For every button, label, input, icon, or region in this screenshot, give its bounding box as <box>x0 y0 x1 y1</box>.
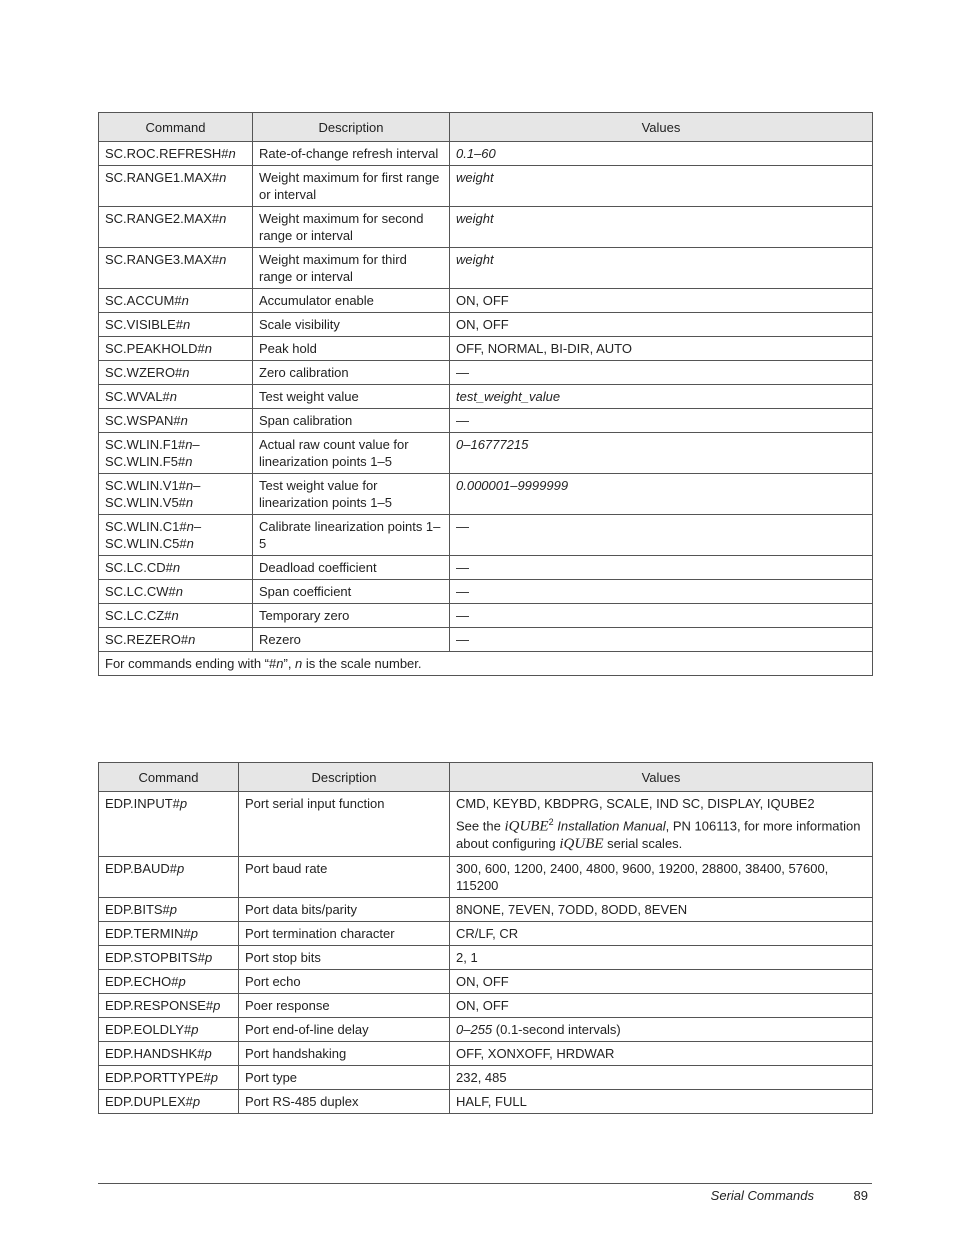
edp-commands-table <box>98 762 873 1114</box>
table-row <box>99 166 873 207</box>
command-cell <box>99 898 239 922</box>
iqube-brand: iQUBE <box>559 836 604 853</box>
page-number: 89 <box>853 1188 868 1203</box>
command-text: SC.PEAKHOLD# <box>105 341 205 356</box>
table-row <box>99 433 873 474</box>
command-text: SC.LC.CD# <box>105 560 173 575</box>
footer-rule <box>98 1183 872 1184</box>
description-cell: Port baud rate <box>239 857 450 898</box>
param-n: n <box>219 252 227 267</box>
param-p: p <box>190 926 198 942</box>
command-text: SC.VISIBLE# <box>105 317 184 332</box>
command-text: SC.LC.CW# <box>105 584 176 599</box>
param-n: n <box>181 293 189 308</box>
table-row <box>99 1090 873 1114</box>
table-row <box>99 515 873 556</box>
description-cell: Deadload coefficient <box>253 556 450 580</box>
note-text: See the <box>456 818 505 834</box>
values-cell: weight <box>450 248 873 289</box>
description-cell: Weight maximum for third range or interval <box>253 248 450 289</box>
values-cell: 8NONE, 7EVEN, 7ODD, 8ODD, 8EVEN <box>450 898 873 922</box>
param-n: n <box>188 632 196 647</box>
command-text: SC.REZERO# <box>105 632 189 647</box>
command-cell <box>99 361 253 385</box>
command-cell <box>99 857 239 898</box>
values-cell: weight <box>450 207 873 248</box>
param-n: n <box>169 389 178 404</box>
param-n: n <box>219 211 227 226</box>
command-text: SC.LC.CZ# <box>105 608 172 623</box>
values-text: CMD, KEYBD, KBDPRG, SCALE, IND SC, DISPLAY, IQUBE2 <box>456 796 815 811</box>
iqube-brand: iQUBE <box>504 818 549 835</box>
command-cell <box>99 994 239 1018</box>
manual-title: Installation Manual <box>553 818 666 834</box>
param-n: n <box>185 495 194 510</box>
command-cell <box>99 409 253 433</box>
table-row <box>99 994 873 1018</box>
table-note-row <box>99 652 873 676</box>
command-text: EDP.EOLDLY# <box>105 1022 192 1038</box>
command-text: SC.WLIN.V1# <box>105 478 186 493</box>
command-text: EDP.ECHO# <box>105 974 179 990</box>
range-dash: – <box>193 478 201 493</box>
command-cell <box>99 970 239 994</box>
table-header-row <box>99 763 873 792</box>
values-cell: test_weight_value <box>450 385 873 409</box>
values-cell: OFF, NORMAL, BI-DIR, AUTO <box>450 337 873 361</box>
footer-section-title: Serial Commands <box>710 1188 814 1203</box>
command-text: SC.WLIN.C5# <box>105 536 187 551</box>
values-text: (0.1-second intervals) <box>492 1022 621 1038</box>
command-cell <box>99 289 253 313</box>
header-values: Values <box>450 113 873 142</box>
command-cell <box>99 142 253 166</box>
command-text: SC.RANGE3.MAX# <box>105 252 220 267</box>
values-cell: — <box>450 515 873 556</box>
values-cell: CR/LF, CR <box>450 922 873 946</box>
param-p: p <box>213 998 221 1014</box>
description-cell: Port RS-485 duplex <box>239 1090 450 1114</box>
table-row <box>99 580 873 604</box>
description-cell: Scale visibility <box>253 313 450 337</box>
table-row <box>99 142 873 166</box>
header-description: Description <box>239 763 450 792</box>
param-n: n <box>183 317 191 332</box>
param-p: p <box>210 1070 218 1086</box>
command-text: EDP.HANDSHK# <box>105 1046 205 1062</box>
values-cell: HALF, FULL <box>450 1090 873 1114</box>
param-n: n <box>185 454 193 469</box>
param-p: p <box>169 902 178 918</box>
command-text: SC.WLIN.C1# <box>105 519 187 534</box>
table-row <box>99 337 873 361</box>
command-text: SC.WLIN.V5# <box>105 495 186 510</box>
description-cell: Zero calibration <box>253 361 450 385</box>
description-cell: Port type <box>239 1066 450 1090</box>
iqube-note <box>456 814 866 853</box>
values-cell: — <box>450 556 873 580</box>
header-values: Values <box>450 763 873 792</box>
command-cell <box>99 337 253 361</box>
table-row <box>99 289 873 313</box>
description-cell: Port echo <box>239 970 450 994</box>
table-row <box>99 1042 873 1066</box>
command-cell <box>99 1018 239 1042</box>
command-text: SC.RANGE1.MAX# <box>105 170 220 185</box>
command-text: EDP.TERMIN# <box>105 926 191 942</box>
table-row <box>99 922 873 946</box>
header-command: Command <box>99 113 253 142</box>
table-row <box>99 628 873 652</box>
command-text: EDP.RESPONSE# <box>105 998 214 1014</box>
command-cell <box>99 580 253 604</box>
command-text: EDP.BAUD# <box>105 861 178 877</box>
description-cell: Port handshaking <box>239 1042 450 1066</box>
param-p: p <box>177 861 185 877</box>
param-n: n <box>219 170 227 185</box>
values-cell: — <box>450 409 873 433</box>
table-row <box>99 556 873 580</box>
param-n: n <box>228 146 236 161</box>
command-text: SC.ROC.REFRESH# <box>105 146 229 161</box>
description-cell: Port data bits/parity <box>239 898 450 922</box>
command-cell <box>99 166 253 207</box>
values-cell: ON, OFF <box>450 289 873 313</box>
param-p: p <box>204 950 213 966</box>
description-cell: Port termination character <box>239 922 450 946</box>
param-p: p <box>178 974 186 990</box>
table-row <box>99 409 873 433</box>
header-command: Command <box>99 763 239 792</box>
table-header-row <box>99 113 873 142</box>
values-cell: OFF, XONXOFF, HRDWAR <box>450 1042 873 1066</box>
table-row <box>99 970 873 994</box>
command-cell <box>99 946 239 970</box>
description-cell: Weight maximum for first range or interval <box>253 166 450 207</box>
table-row <box>99 1018 873 1042</box>
values-cell: 2, 1 <box>450 946 873 970</box>
command-cell <box>99 1066 239 1090</box>
values-cell <box>450 792 873 857</box>
param-n: n <box>172 560 181 575</box>
command-cell <box>99 1090 239 1114</box>
command-cell <box>99 248 253 289</box>
table-row <box>99 474 873 515</box>
values-cell: 0.1–60 <box>450 142 873 166</box>
param-p: p <box>192 1094 201 1110</box>
values-cell <box>450 1018 873 1042</box>
scale-commands-table <box>98 112 873 676</box>
param-n: n <box>185 437 193 452</box>
command-cell <box>99 313 253 337</box>
description-cell: Span calibration <box>253 409 450 433</box>
values-cell: 300, 600, 1200, 2400, 4800, 9600, 19200, 28800, 38400, 57600, 115200 <box>450 857 873 898</box>
command-cell <box>99 474 253 515</box>
description-cell: Actual raw count value for linearization points 1–5 <box>253 433 450 474</box>
values-cell: — <box>450 580 873 604</box>
description-cell: Port stop bits <box>239 946 450 970</box>
iqube-superscript: 2 <box>548 817 554 827</box>
command-cell <box>99 792 239 857</box>
command-text: SC.WLIN.F1# <box>105 437 186 452</box>
values-cell: ON, OFF <box>450 313 873 337</box>
command-cell <box>99 207 253 248</box>
command-text: EDP.DUPLEX# <box>105 1094 193 1110</box>
command-cell <box>99 1042 239 1066</box>
param-n: n <box>182 365 190 380</box>
command-text: EDP.INPUT# <box>105 796 180 811</box>
values-cell: 0.000001–9999999 <box>450 474 873 515</box>
table-note: For commands ending with “#n”, n is the scale number. <box>99 652 873 676</box>
param-p: p <box>179 796 188 811</box>
range-dash: – <box>192 437 200 452</box>
header-description: Description <box>253 113 450 142</box>
range-dash: – <box>193 519 202 534</box>
command-text: SC.WZERO# <box>105 365 183 380</box>
param-n: n <box>180 413 188 428</box>
param-p: p <box>204 1046 212 1062</box>
description-cell: Port end-of-line delay <box>239 1018 450 1042</box>
param-p: p <box>191 1022 199 1038</box>
note-text: serial scales. <box>603 836 683 852</box>
param-n: n <box>185 478 194 493</box>
table-row <box>99 1066 873 1090</box>
command-text: SC.WVAL# <box>105 389 170 404</box>
table-row <box>99 898 873 922</box>
values-cell: — <box>450 628 873 652</box>
param-n: n <box>171 608 179 623</box>
description-cell: Peak hold <box>253 337 450 361</box>
param-n: n <box>204 341 212 356</box>
command-text: SC.RANGE2.MAX# <box>105 211 220 226</box>
command-text: EDP.PORTTYPE# <box>105 1070 211 1086</box>
description-cell: Accumulator enable <box>253 289 450 313</box>
table-row <box>99 248 873 289</box>
table-row <box>99 857 873 898</box>
values-cell: weight <box>450 166 873 207</box>
description-cell: Test weight value <box>253 385 450 409</box>
values-cell: 0–16777215 <box>450 433 873 474</box>
command-text: SC.WLIN.F5# <box>105 454 186 469</box>
table-row <box>99 207 873 248</box>
command-text: EDP.STOPBITS# <box>105 950 205 966</box>
table-row <box>99 385 873 409</box>
param-n: n <box>186 519 194 534</box>
table-row <box>99 604 873 628</box>
table-row <box>99 313 873 337</box>
table-row <box>99 792 873 857</box>
table-row <box>99 946 873 970</box>
values-cell: — <box>450 604 873 628</box>
param-n: n <box>186 536 194 551</box>
description-cell: Span coefficient <box>253 580 450 604</box>
command-text: EDP.BITS# <box>105 902 170 918</box>
description-cell: Poer response <box>239 994 450 1018</box>
command-text: SC.WSPAN# <box>105 413 181 428</box>
delay-range: 0–255 <box>456 1022 493 1038</box>
description-cell: Port serial input function <box>239 792 450 857</box>
note-text: , PN 106113, for more information about configuring <box>456 818 861 852</box>
description-cell: Test weight value for linearization points 1–5 <box>253 474 450 515</box>
values-cell: 232, 485 <box>450 1066 873 1090</box>
values-cell: ON, OFF <box>450 970 873 994</box>
command-text: SC.ACCUM# <box>105 293 182 308</box>
values-cell: — <box>450 361 873 385</box>
description-cell: Rate-of-change refresh interval <box>253 142 450 166</box>
command-cell <box>99 515 253 556</box>
values-cell: ON, OFF <box>450 994 873 1018</box>
command-cell <box>99 385 253 409</box>
description-cell: Calibrate linearization points 1–5 <box>253 515 450 556</box>
command-cell <box>99 433 253 474</box>
command-cell <box>99 628 253 652</box>
description-cell: Weight maximum for second range or interval <box>253 207 450 248</box>
command-cell <box>99 556 253 580</box>
command-cell <box>99 604 253 628</box>
param-n: n <box>175 584 184 599</box>
table-row <box>99 361 873 385</box>
command-cell <box>99 922 239 946</box>
description-cell: Rezero <box>253 628 450 652</box>
description-cell: Temporary zero <box>253 604 450 628</box>
